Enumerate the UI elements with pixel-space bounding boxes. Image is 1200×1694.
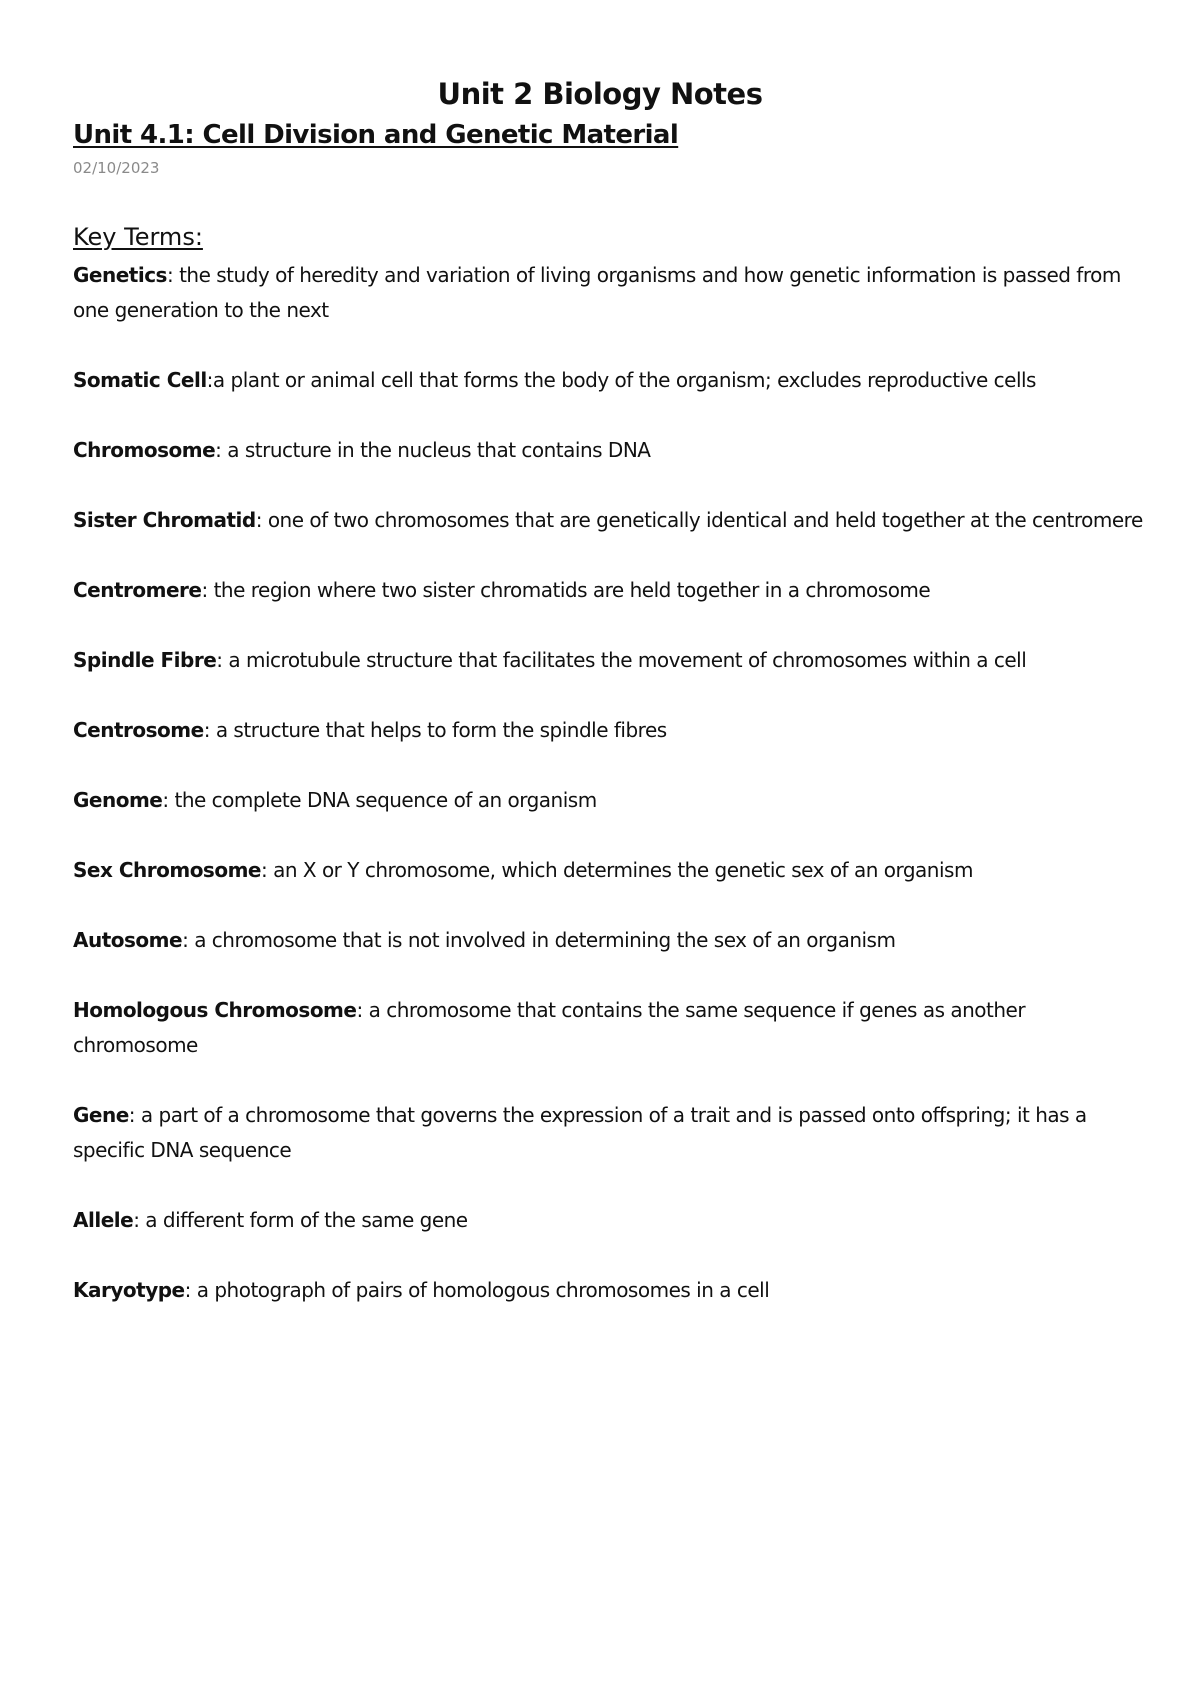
- term-separator: :: [184, 1278, 197, 1302]
- term-definition: a photograph of pairs of homologous chromosomes in a cell: [196, 1278, 770, 1302]
- term-entry: [73, 363, 1148, 398]
- key-terms-heading: Key Terms:: [73, 223, 203, 251]
- term-entry: [73, 923, 1148, 958]
- term-entry: [73, 1203, 1148, 1238]
- term-name: Spindle Fibre: [73, 648, 217, 672]
- key-terms-list: [73, 258, 1148, 1343]
- term-name: Genetics: [73, 263, 167, 287]
- term-entry: [73, 1273, 1148, 1308]
- term-definition: the region where two sister chromatids are held together in a chromosome: [213, 578, 931, 602]
- term-definition: a plant or animal cell that forms the body of the organism; excludes reproductive cells: [212, 368, 1036, 392]
- term-separator: :: [206, 368, 213, 392]
- term-definition: a structure in the nucleus that contains DNA: [227, 438, 651, 462]
- term-separator: :: [260, 858, 274, 882]
- term-name: Homologous Chromosome: [73, 998, 357, 1022]
- term-separator: :: [162, 788, 175, 812]
- term-entry: [73, 783, 1148, 818]
- term-separator: :: [128, 1103, 141, 1127]
- term-separator: :: [166, 263, 180, 287]
- term-entry: [73, 1098, 1148, 1168]
- term-definition: a different form of the same gene: [145, 1208, 468, 1232]
- term-separator: :: [133, 1208, 146, 1232]
- term-separator: :: [182, 928, 195, 952]
- term-separator: :: [201, 578, 214, 602]
- term-name: Allele: [73, 1208, 134, 1232]
- term-entry: [73, 643, 1148, 678]
- term-name: Somatic Cell: [73, 368, 207, 392]
- document-date: 02/10/2023: [73, 159, 160, 177]
- term-separator: :: [255, 508, 268, 532]
- term-name: Genome: [73, 788, 163, 812]
- term-separator: :: [216, 648, 229, 672]
- term-name: Centromere: [73, 578, 202, 602]
- term-definition: a part of a chromosome that governs the expression of a trait and is passed onto offspring; it has a specific DNA sequence: [73, 1103, 1087, 1162]
- term-entry: [73, 573, 1148, 608]
- term-entry: [73, 433, 1148, 468]
- term-name: Karyotype: [73, 1278, 185, 1302]
- term-entry: [73, 993, 1148, 1063]
- term-name: Sister Chromatid: [73, 508, 256, 532]
- term-entry: [73, 503, 1148, 538]
- term-entry: [73, 853, 1148, 888]
- term-name: Sex Chromosome: [73, 858, 261, 882]
- term-definition: an X or Y chromosome, which determines the genetic sex of an organism: [273, 858, 973, 882]
- term-definition: a microtubule structure that facilitates the movement of chromosomes within a cell: [228, 648, 1027, 672]
- term-definition: the study of heredity and variation of living organisms and how genetic information is passed from one generation to the next: [73, 263, 1121, 322]
- term-entry: [73, 713, 1148, 748]
- term-name: Gene: [73, 1103, 129, 1127]
- document-title: Unit 2 Biology Notes: [437, 77, 763, 111]
- term-definition: a structure that helps to form the spindle fibres: [215, 718, 667, 742]
- section-heading: Unit 4.1: Cell Division and Genetic Material: [73, 120, 679, 150]
- term-definition: the complete DNA sequence of an organism: [174, 788, 597, 812]
- term-separator: :: [356, 998, 369, 1022]
- term-entry: [73, 258, 1148, 328]
- term-name: Chromosome: [73, 438, 216, 462]
- term-definition: a chromosome that contains the same sequence if genes as another chromosome: [73, 998, 1026, 1057]
- term-separator: :: [203, 718, 216, 742]
- term-separator: :: [215, 438, 228, 462]
- term-name: Autosome: [73, 928, 183, 952]
- term-definition: a chromosome that is not involved in determining the sex of an organism: [194, 928, 896, 952]
- term-name: Centrosome: [73, 718, 204, 742]
- term-definition: one of two chromosomes that are genetically identical and held together at the centromere: [267, 508, 1143, 532]
